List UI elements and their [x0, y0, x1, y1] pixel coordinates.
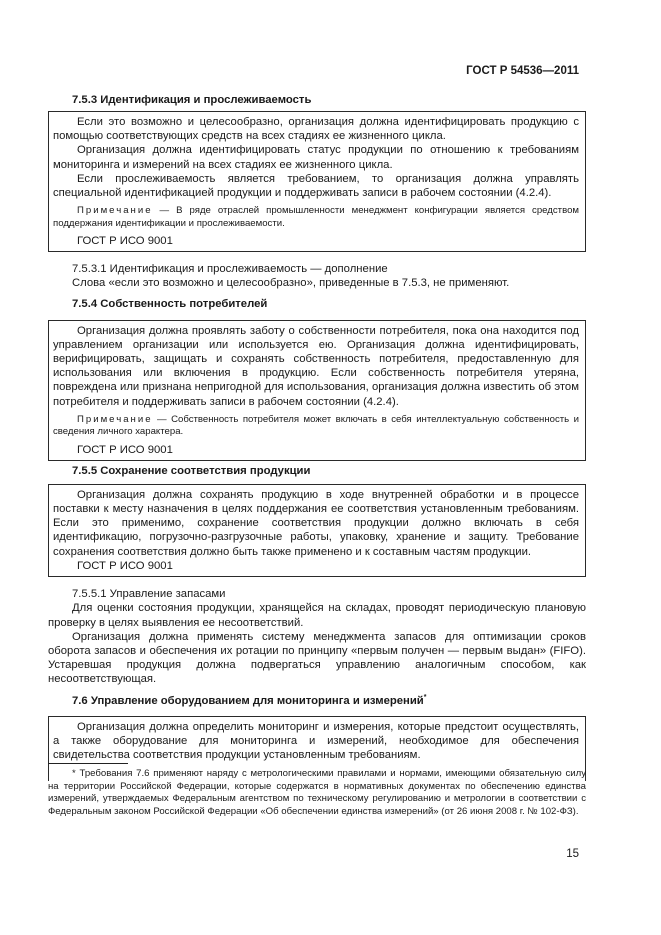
- section-7-6-title: 7.6 Управление оборудованием для мониторинга и измерений: [72, 694, 424, 707]
- section-7-5-4-heading: 7.5.4 Собственность потребителей: [72, 297, 268, 310]
- section-7-5-3-heading: 7.5.3 Идентификация и прослеживаемость: [72, 94, 312, 106]
- paragraph: Слова «если это возможно и целесообразно», приведенные в 7.5.3, не применяют.: [72, 277, 510, 290]
- iso-9001-quote-box-7-5-4: [48, 320, 586, 461]
- note: [53, 205, 579, 230]
- subsection-7-5-5-1-heading: 7.5.5.1 Управление запасами: [72, 588, 226, 601]
- subsection-7-5-3-1-heading: 7.5.3.1 Идентификация и прослеживаемость — дополнение: [72, 263, 388, 276]
- iso-9001-quote-box-7-5-5: [48, 484, 586, 577]
- footnote-marker: *: [423, 693, 427, 701]
- footnote: * Требования 7.6 применяют наряду с метрологическими правилами и нормами, имеющими обязательную силу на территории Российской Федерации, которые содержатся в нормативных документах по обеспечению единства измерений, утверждаемых Федеральным агентством по техническому регулированию и метрологии в соответствии с Федеральным законом Российской Федерации «Об обеспечении единства измерений» (от 26 июня 2008 г. № 102-ФЗ).: [48, 768, 586, 817]
- paragraph: Если это возможно и целесообразно, организация должна идентифицировать продукцию с помощью соответствующих средств на всех стадиях ее жизненного цикла.: [53, 116, 579, 143]
- note-text: — Собственность потребителя может включать в себя интеллектуальную собственность и сведения личного характера.: [53, 413, 579, 438]
- paragraph: Если прослеживаемость является требованием, то организация должна управлять специальной идентификацией продукции и поддерживать записи в рабочем состоянии (4.2.4).: [53, 172, 579, 200]
- paragraph: Для оценки состояния продукции, хранящейся на складах, проводят периодическую плановую проверку в целях выявления ее несоответствий.: [48, 602, 586, 629]
- paragraph: Организация должна применять систему менеджмента запасов для оптимизации сроков оборота запасов и обеспечения их ротации по принципу «первым получен — первым выдан» (FIFO). Устаревшая продукция должна подвергаться управлению аналогичным способом, как несоответствующая.: [48, 630, 586, 686]
- footnote-separator: [48, 763, 128, 764]
- paragraph: Организация должна идентифицировать статус продукции по отношению к требованиям мониторинга и измерений на всех стадиях ее жизненного цикла.: [53, 144, 579, 171]
- source-reference: ГОСТ Р ИСО 9001: [77, 443, 173, 456]
- note-label: Примечание: [77, 413, 153, 425]
- page-number: 15: [566, 848, 579, 860]
- note-label: Примечание: [77, 205, 153, 217]
- paragraph: Организация должна определить мониторинг и измерения, которые предстоит осуществлять, а также оборудование для мониторинга и измерений, необходимое для обеспечения свидетельства соответствия продукции установленным требованиям.: [53, 720, 579, 761]
- paragraph: Организация должна сохранять продукцию в ходе внутренней обработки и в процессе поставки к месту назначения в целях поддержания ее соответствия установленным требованиям. Если это применимо, сохранение соответствия продукции должно включать в себя идентификацию, погрузочно-разгрузочные работы, упаковку, хранение и защиту. Требование сохранения соответствия должно быть также применено и к составным частям продукции.: [53, 488, 579, 558]
- page-content: [48, 93, 586, 781]
- note: [53, 414, 579, 439]
- note-text: — В ряде отраслей промышленности менеджмент конфигурации является средством поддержания идентификации и прослеживаемости.: [53, 205, 579, 229]
- document-standard-number: ГОСТ Р 54536—2011: [466, 65, 579, 77]
- paragraph: Организация должна проявлять заботу о собственности потребителя, пока она находится под управлением организации или используется ею. Организация должна идентифицировать, верифицировать, защищать и сохранять собственность потребителя, предоставленную для использования или включения в продукцию. Если собственность потребителя утеряна, повреждена или признана непригодной для использования, организация должна известить об этом потребителя и поддерживать записи в рабочем состоянии (4.2.4).: [53, 324, 579, 408]
- section-7-6-heading: [48, 694, 586, 709]
- iso-9001-quote-box-7-5-3: [48, 111, 586, 252]
- section-7-5-5-heading: 7.5.5 Сохранение соответствия продукции: [72, 464, 311, 477]
- source-reference: ГОСТ Р ИСО 9001: [77, 559, 173, 572]
- source-reference: ГОСТ Р ИСО 9001: [77, 235, 173, 248]
